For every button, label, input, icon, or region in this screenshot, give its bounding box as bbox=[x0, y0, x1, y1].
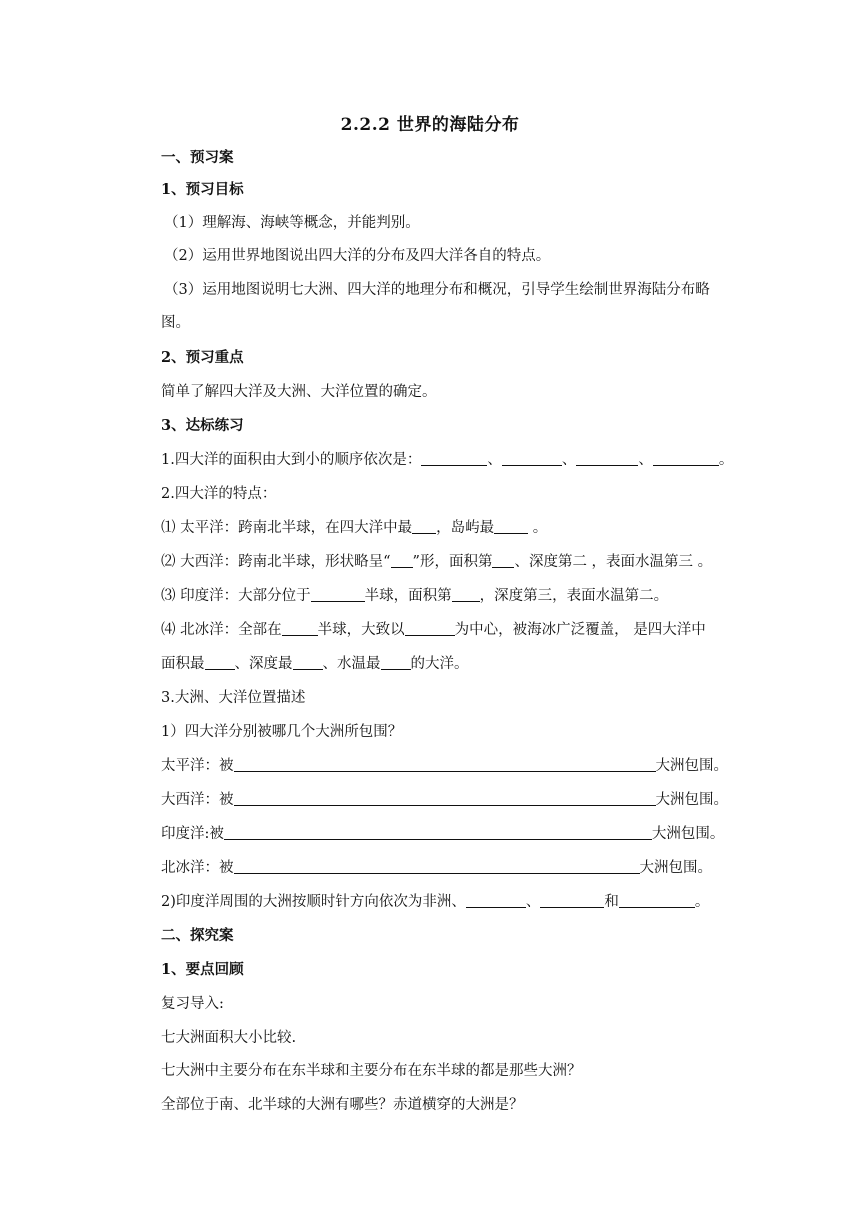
answer-blank[interactable] bbox=[405, 621, 455, 636]
answer-blank[interactable] bbox=[391, 553, 413, 568]
answer-blank[interactable] bbox=[205, 655, 235, 670]
pacific-text-c: 。 bbox=[528, 520, 548, 536]
conjunction: 和 bbox=[604, 894, 619, 910]
answer-blank[interactable] bbox=[412, 519, 436, 534]
review-item-2: 七大洲中主要分布在东半球和主要分布在东半球的都是那些大洲？ bbox=[161, 1063, 582, 1079]
question-1-text: 1.四大洋的面积由大到小的顺序依次是： bbox=[161, 452, 422, 468]
question-2: 2.四大洋的特点： bbox=[161, 486, 277, 502]
answer-blank[interactable] bbox=[234, 757, 656, 772]
indian-text-c: ，深度第三，表面水温第二。 bbox=[479, 588, 669, 604]
ocean-indian-row bbox=[161, 824, 724, 844]
arctic-text-g: 的大洋。 bbox=[410, 656, 469, 672]
ocean-label: 大西洋：被 bbox=[161, 792, 234, 808]
answer-blank[interactable] bbox=[234, 859, 640, 874]
answer-blank[interactable] bbox=[381, 655, 411, 670]
question-3: 3.大洲、大洋位置描述 bbox=[161, 690, 306, 706]
answer-blank[interactable] bbox=[293, 655, 323, 670]
ocean-label: 北冰洋：被 bbox=[161, 860, 234, 876]
answer-blank[interactable] bbox=[466, 893, 526, 908]
arctic-text-a: ⑷ 北冰洋：全部在 bbox=[161, 622, 282, 638]
period: 。 bbox=[694, 894, 710, 910]
section-preview-heading: 一、预习案 bbox=[161, 149, 234, 166]
question-3-2-text: 2)印度洋周围的大洲按顺时针方向依次为非洲、 bbox=[161, 894, 466, 910]
pacific-text-b: ，岛屿最 bbox=[436, 520, 495, 536]
subheading-exercises: 3、达标练习 bbox=[161, 417, 244, 434]
question-1 bbox=[161, 450, 733, 470]
arctic-text-c: 为中心，被海冰广泛覆盖， 是四大洋中 bbox=[454, 622, 706, 638]
ocean-label: 印度洋:被 bbox=[161, 826, 224, 842]
answer-blank[interactable] bbox=[502, 451, 562, 466]
atlantic-text-c: 、深度第二 ，表面水温第三 。 bbox=[514, 554, 713, 570]
review-intro: 复习导入: bbox=[161, 996, 224, 1012]
indian-text-b: 半球，面积第 bbox=[364, 588, 452, 604]
arctic-traits-cont bbox=[161, 654, 469, 674]
ocean-arctic-row bbox=[161, 858, 712, 878]
ocean-atlantic-row bbox=[161, 790, 728, 810]
answer-blank[interactable] bbox=[540, 893, 604, 908]
ocean-pacific-row bbox=[161, 756, 728, 776]
answer-blank[interactable] bbox=[224, 825, 652, 840]
arctic-text-e: 、深度最 bbox=[234, 656, 293, 672]
answer-blank[interactable] bbox=[576, 451, 638, 466]
ocean-suffix: 大洲包围。 bbox=[651, 826, 725, 842]
answer-blank[interactable] bbox=[494, 519, 528, 534]
subheading-review: 1、要点回顾 bbox=[161, 961, 244, 978]
indian-traits bbox=[161, 586, 668, 606]
goal-2: （2）运用世界地图说出四大洋的分布及四大洋各自的特点。 bbox=[164, 248, 551, 264]
atlantic-text-a: ⑵ 大西洋：跨南北半球，形状略呈“ bbox=[161, 554, 391, 570]
separator: 、 bbox=[525, 894, 541, 910]
question-3-1: 1）四大洋分别被哪几个大洲所包围？ bbox=[161, 724, 403, 740]
arctic-text-f: 、水温最 bbox=[322, 656, 381, 672]
answer-blank[interactable] bbox=[311, 587, 365, 602]
answer-blank[interactable] bbox=[452, 587, 480, 602]
ocean-suffix: 大洲包围。 bbox=[655, 758, 728, 774]
pacific-text-a: ⑴ 太平洋：跨南北半球，在四大洋中最 bbox=[161, 520, 413, 536]
goal-3-line2: 图。 bbox=[161, 315, 190, 331]
atlantic-traits bbox=[161, 552, 712, 572]
period: 。 bbox=[718, 452, 734, 468]
separator: 、 bbox=[487, 452, 502, 468]
question-3-2 bbox=[161, 892, 709, 912]
answer-blank[interactable] bbox=[653, 451, 719, 466]
subheading-focus: 2、预习重点 bbox=[161, 349, 244, 366]
arctic-text-b: 半球，大致以 bbox=[317, 622, 405, 638]
atlantic-text-b: ”形，面积第 bbox=[412, 554, 493, 570]
ocean-label: 太平洋：被 bbox=[161, 758, 234, 774]
goal-3-line1: （3）运用地图说明七大洲、四大洋的地理分布和概况，引导学生绘制世界海陆分布略 bbox=[164, 282, 710, 298]
arctic-traits bbox=[161, 620, 706, 640]
answer-blank[interactable] bbox=[234, 791, 656, 806]
answer-blank[interactable] bbox=[282, 621, 318, 636]
section-explore-heading: 二、探究案 bbox=[161, 927, 234, 944]
goal-1: （1）理解海、海峡等概念，并能判别。 bbox=[164, 215, 420, 231]
ocean-suffix: 大洲包围。 bbox=[639, 860, 712, 876]
answer-blank[interactable] bbox=[421, 451, 487, 466]
separator: 、 bbox=[561, 452, 577, 468]
arctic-text-d: 面积最 bbox=[161, 656, 205, 672]
answer-blank[interactable] bbox=[492, 553, 514, 568]
pacific-traits bbox=[161, 518, 547, 538]
focus-text: 简单了解四大洋及大洲、大洋位置的确定。 bbox=[161, 384, 437, 400]
separator: 、 bbox=[638, 452, 653, 468]
review-item-1: 七大洲面积大小比较. bbox=[161, 1030, 297, 1046]
ocean-suffix: 大洲包围。 bbox=[655, 792, 728, 808]
answer-blank[interactable] bbox=[619, 893, 695, 908]
subheading-goals: 1、预习目标 bbox=[161, 181, 244, 198]
review-item-3: 全部位于南、北半球的大洲有哪些？赤道横穿的大洲是？ bbox=[161, 1097, 524, 1113]
indian-text-a: ⑶ 印度洋：大部分位于 bbox=[161, 588, 311, 604]
page-title: 2.2.2 世界的海陆分布 bbox=[340, 115, 520, 135]
